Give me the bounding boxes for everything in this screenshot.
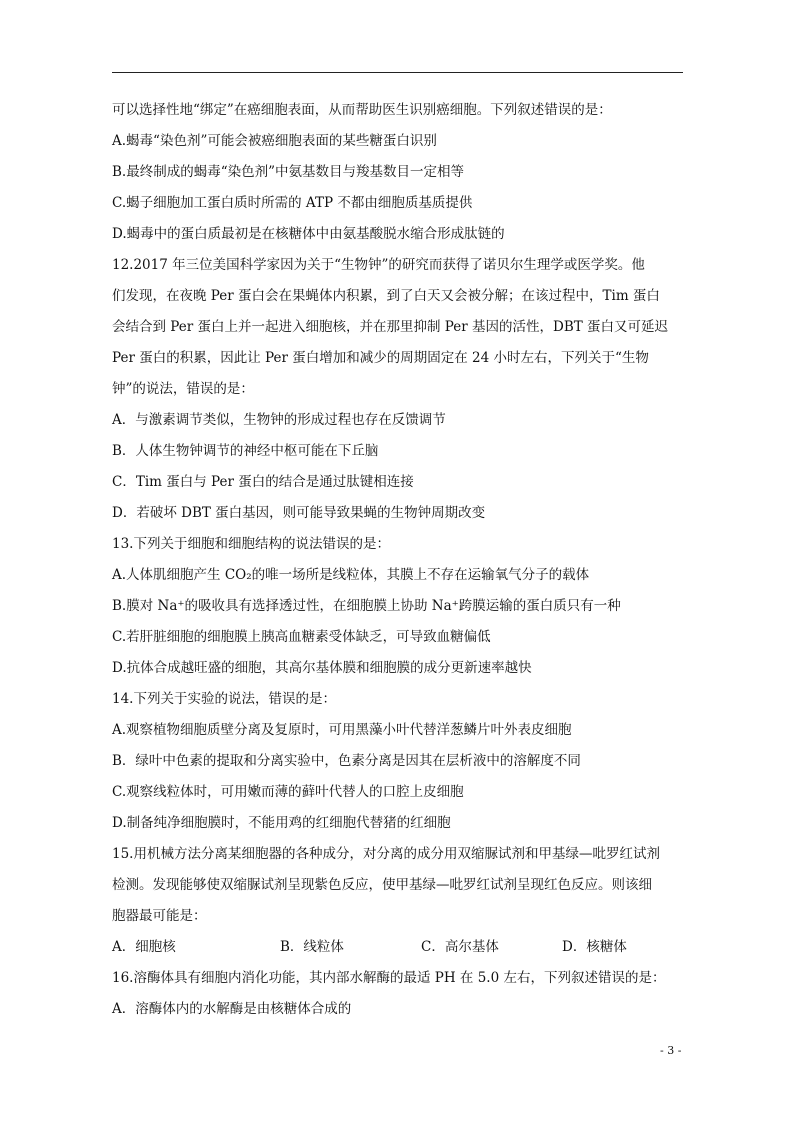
question-16-line: 16.溶酶体具有细胞内消化功能，其内部水解酶的最适 PH 在 5.0 左右，下列叙述错误的是： (112, 970, 666, 986)
option-c: C．高尔基体 (421, 939, 499, 955)
question-12-line: 12.2017 年三位美国科学家因为关于“生物钟”的研究而获得了诺贝尔生理学或医学奖。他 (112, 257, 645, 273)
option-line: B．人体生物钟调节的神经中枢可能在下丘脑 (112, 443, 379, 459)
text-line: 可以选择性地“绑定”在癌细胞表面，从而帮助医生识别癌细胞。下列叙述错误的是： (112, 102, 612, 118)
option-line: A.观察植物细胞质壁分离及复原时，可用黑藻小叶代替洋葱鳞片叶外表皮细胞 (112, 722, 572, 738)
option-line: B．绿叶中色素的提取和分离实验中，色素分离是因其在层析液中的溶解度不同 (112, 753, 581, 769)
option-line: A．与激素调节类似，生物钟的形成过程也存在反馈调节 (112, 412, 446, 428)
question-12-line: 们发现，在夜晚 Per 蛋白会在果蝇体内积累，到了白天又会被分解；在该过程中，Tim 蛋白 (112, 288, 660, 304)
option-line: C.蝎子细胞加工蛋白质时所需的 ATP 不都由细胞质基质提供 (112, 195, 473, 211)
question-14-line: 14.下列关于实验的说法，错误的是： (112, 691, 336, 707)
option-line: C.若肝脏细胞的细胞膜上胰高血糖素受体缺乏，可导致血糖偏低 (112, 629, 491, 645)
question-15-line: 检测。发现能够使双缩脲试剂呈现紫色反应，使甲基绿—吡罗红试剂呈现红色反应。则该细 (112, 877, 652, 893)
question-15-options (112, 937, 692, 968)
option-line: D．若破坏 DBT 蛋白基因，则可能导致果蝇的生物钟周期改变 (112, 505, 486, 521)
option-d: D．核糖体 (562, 939, 627, 955)
option-line: A．溶酶体内的水解酶是由核糖体合成的 (112, 1001, 352, 1017)
option-line: A.人体肌细胞产生 CO₂的唯一场所是线粒体，其膜上不存在运输氧气分子的载体 (112, 567, 590, 583)
question-12-line: 会结合到 Per 蛋白上并一起进入细胞核，并在那里抑制 Per 基因的活性，DBT 蛋白又可延迟 (112, 319, 669, 335)
page-number: - 3 - (660, 1044, 682, 1057)
header-rule (112, 72, 683, 73)
option-line: A.蝎毒“染色剂”可能会被癌细胞表面的某些糖蛋白识别 (112, 133, 437, 149)
option-a: A．细胞核 (112, 939, 176, 955)
option-line: D.蝎毒中的蛋白质最初是在核糖体中由氨基酸脱水缩合形成肽链的 (112, 226, 505, 242)
option-line: B.最终制成的蝎毒“染色剂”中氨基数目与羧基数目一定相等 (112, 164, 465, 180)
option-line: D.制备纯净细胞膜时，不能用鸡的红细胞代替猪的红细胞 (112, 815, 451, 831)
page-body (112, 100, 692, 1030)
question-13-line: 13.下列关于细胞和细胞结构的说法错误的是： (112, 536, 390, 552)
option-line: C．Tim 蛋白与 Per 蛋白的结合是通过肽键相连接 (112, 474, 414, 490)
option-line: B.膜对 Na⁺的吸收具有选择透过性，在细胞膜上协助 Na⁺跨膜运输的蛋白质只有一种 (112, 598, 621, 614)
option-line: D.抗体合成越旺盛的细胞，其高尔基体膜和细胞膜的成分更新速率越快 (112, 660, 532, 676)
question-15-line: 胞器最可能是： (112, 908, 207, 924)
option-b: B．线粒体 (280, 939, 344, 955)
option-line: C.观察线粒体时，可用嫩而薄的藓叶代替人的口腔上皮细胞 (112, 784, 464, 800)
question-12-line: Per 蛋白的积累，因此让 Per 蛋白增加和减少的周期固定在 24 小时左右，下列关于“生物 (112, 350, 649, 366)
question-15-line: 15.用机械方法分离某细胞器的各种成分，对分离的成分用双缩脲试剂和甲基绿—吡罗红试剂 (112, 846, 660, 862)
question-12-line: 钟”的说法，错误的是： (112, 381, 254, 397)
